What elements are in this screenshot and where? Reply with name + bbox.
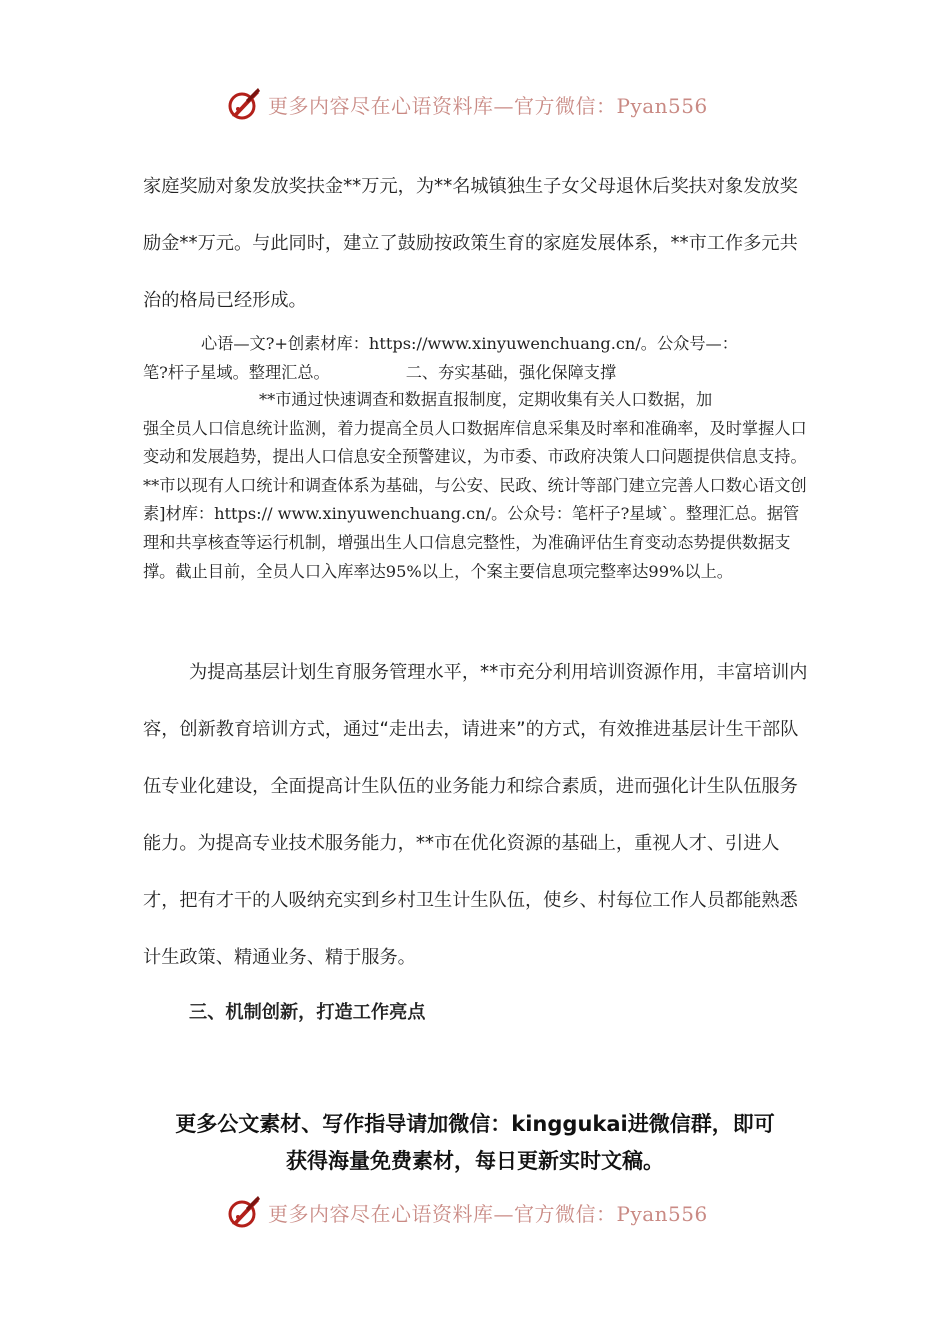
paragraph-lead-line: **市通过快速调查和数据直报制度，定期收集有关人口数据，加 xyxy=(259,390,713,409)
body-paragraph-3 xyxy=(143,386,808,586)
banner-text: 更多内容尽在心语资料库—官方微信：Pyan556 xyxy=(268,1201,708,1226)
source-note-tail: 笔?杆子星域。整理汇总。 xyxy=(143,362,330,382)
body-paragraph-2 xyxy=(143,330,808,387)
section-heading-3: 三、机制创新，打造工作亮点 xyxy=(189,1002,426,1023)
paragraph-body: 强全员人口信息统计监测，着力提高全员人口数据库信息采集及时率和准确率，及时掌握人口变动和发展趋势，提出人口信息安全预警建议，为市委、市政府决策人口问题提供信息支持。**市以现有人口统计和调查体系为基础，与公安、民政、统计等部门建立完善人口数心语文创素]材库：https:// www.xinyuwenchuang.cn/。公众号：笔杆子?星域`。整理汇总。据管理和共享核查等运行机制，增强出生人口信息完整性，为准确评估生育变动态势提供数据支撑。截止目前，全员人口入库率达95%以上，个案主要信息项完整率达99%以上。 xyxy=(143,418,807,581)
body-paragraph-1: 家庭奖励对象发放奖扶金**万元，为**名城镇独生子女父母退休后奖扶对象发放奖励金**万元。与此同时，建立了鼓励按政策生育的家庭发展体系，**市工作多元共治的格局已经形成。 xyxy=(143,176,798,311)
quill-logo-icon xyxy=(226,86,262,122)
promo-line-2: 获得海量免费素材，每日更新实时文稿。 xyxy=(286,1149,664,1173)
promo-line-1: 更多公文素材、写作指导请加微信：kinggukai进微信群，即可 xyxy=(175,1112,775,1136)
source-note-line: 心语—文?+创素材库：https://www.xinyuwenchuang.cn/。公众号—： xyxy=(201,334,738,353)
promo-block xyxy=(130,1106,820,1180)
section-heading-2: 二、夯实基础，强化保障支撑 xyxy=(405,362,617,382)
body-paragraph-4: 为提高基层计划生育服务管理水平，**市充分利用培训资源作用，丰富培训内容，创新教育培训方式，通过“走出去，请进来”的方式，有效推进基层计生干部队伍专业化建设，全面提高计生队伍的业务能力和综合素质，进而强化计生队伍服务能力。为提高专业技术服务能力，**市在优化资源的基础上，重视人才、引进人才，把有才干的人吸纳充实到乡村卫生计生队伍，使乡、村每位工作人员都能熟悉计生政策、精通业务、精于服务。 xyxy=(143,662,808,968)
footer-banner xyxy=(226,1192,708,1232)
source-note-line-2 xyxy=(143,359,808,388)
header-banner xyxy=(226,84,708,124)
banner-text: 更多内容尽在心语资料库—官方微信：Pyan556 xyxy=(268,93,708,118)
quill-logo-icon xyxy=(226,1194,262,1230)
